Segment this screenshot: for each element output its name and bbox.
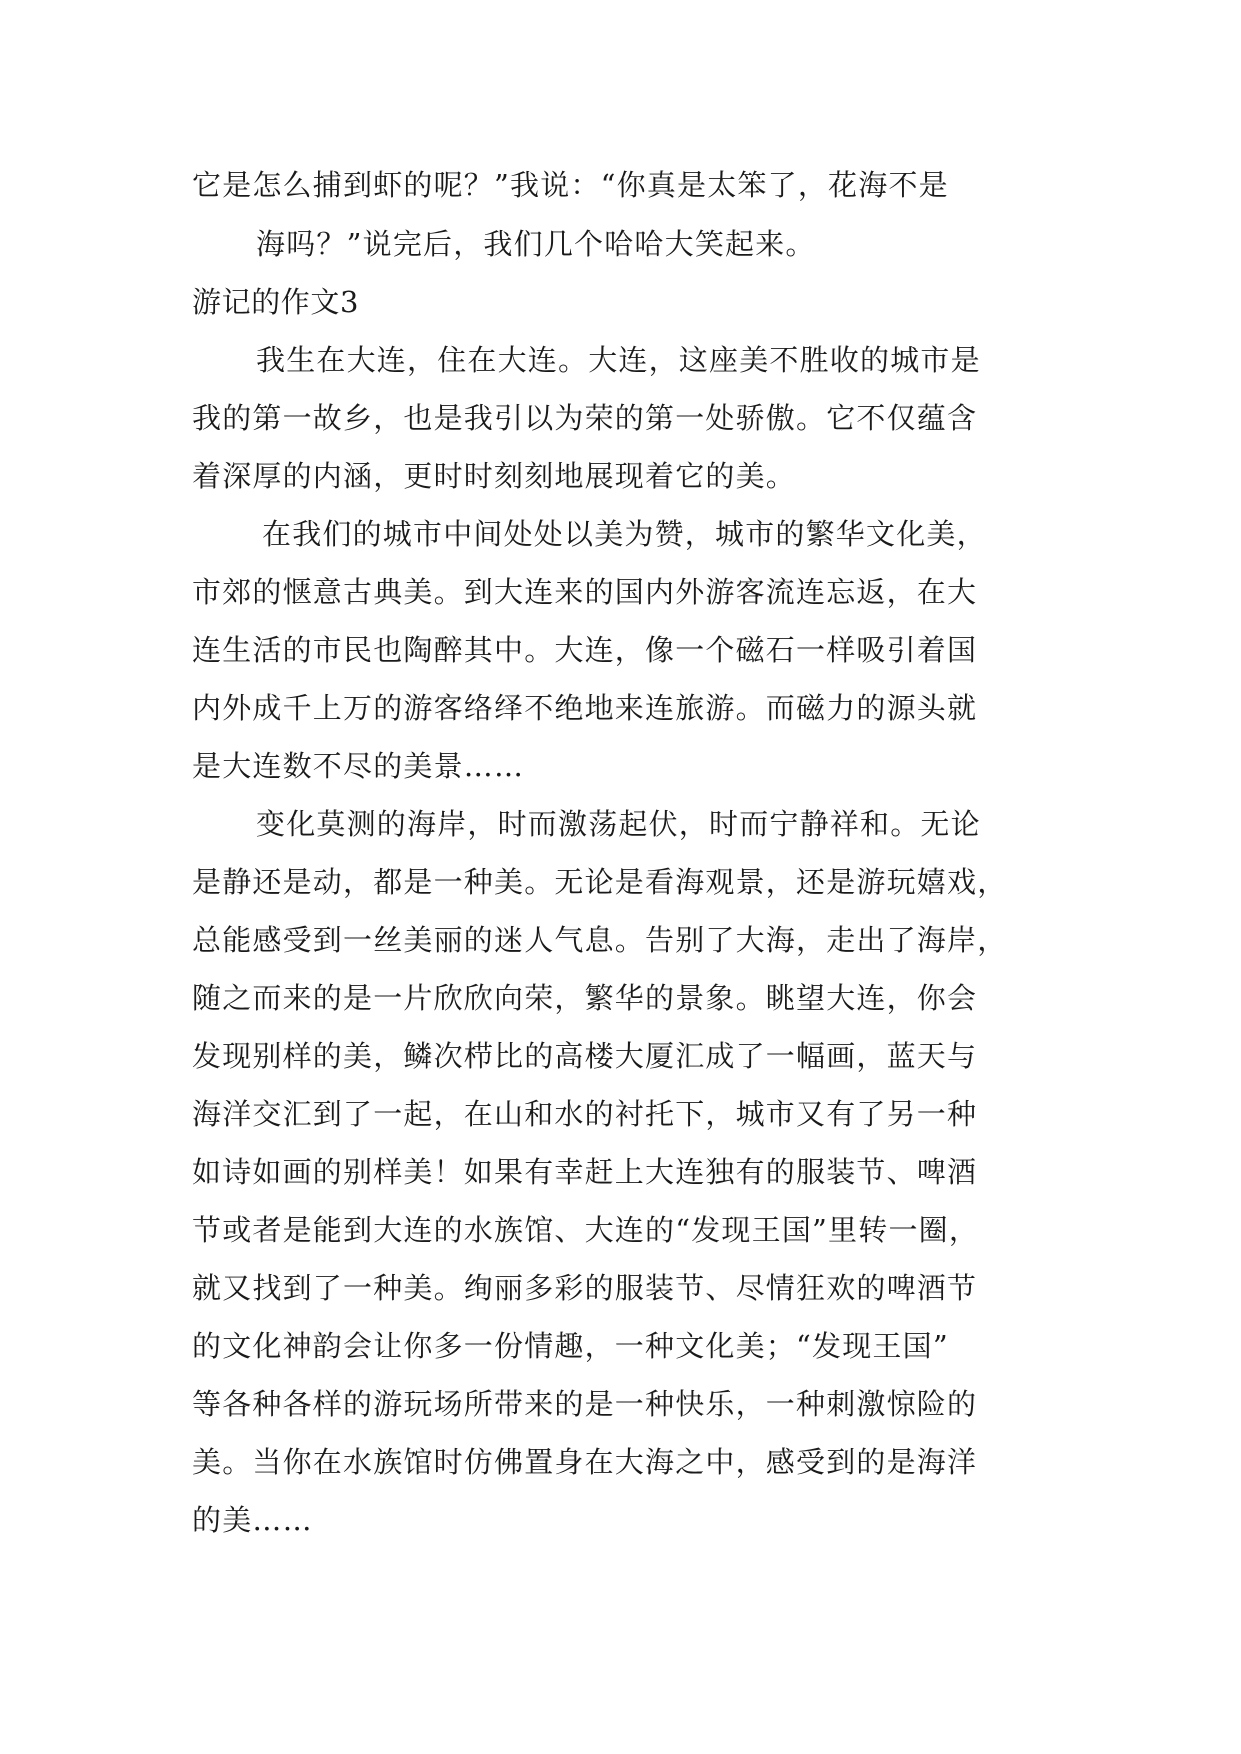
text-line: 海吗？”说完后，我们几个哈哈大笑起来。 — [256, 227, 816, 261]
text-line: 美。当你在水族馆时仿佛置身在大海之中，感受到的是海洋 — [192, 1445, 978, 1479]
text-line: 市郊的惬意古典美。到大连来的国内外游客流连忘返，在大 — [192, 575, 978, 609]
text-line: 着深厚的内涵，更时时刻刻地展现着它的美。 — [192, 459, 797, 493]
text-line: 是静还是动，都是一种美。无论是看海观景，还是游玩嬉戏， — [192, 865, 1008, 899]
text-line: 随之而来的是一片欣欣向荣，繁华的景象。眺望大连，你会 — [192, 981, 978, 1015]
text-line: 节或者是能到大连的水族馆、大连的“发现王国”里转一圈， — [192, 1213, 980, 1247]
text-line: 如诗如画的别样美！如果有幸赶上大连独有的服装节、啤酒 — [192, 1155, 978, 1189]
text-line: 海洋交汇到了一起，在山和水的衬托下，城市又有了另一种 — [192, 1097, 978, 1131]
text-line: 变化莫测的海岸，时而激荡起伏，时而宁静祥和。无论 — [256, 807, 981, 841]
text-line: 内外成千上万的游客络绎不绝地来连旅游。而磁力的源头就 — [192, 691, 978, 725]
text-line: 我的第一故乡，也是我引以为荣的第一处骄傲。它不仅蕴含 — [192, 401, 978, 435]
text-line: 在我们的城市中间处处以美为赞，城市的繁华文化美， — [262, 517, 987, 551]
text-line: 的美…… — [192, 1503, 313, 1537]
text-line: 发现别样的美，鳞次栉比的高楼大厦汇成了一幅画，蓝天与 — [192, 1039, 978, 1073]
section-heading: 游记的作文3 — [192, 285, 360, 319]
text-line: 我生在大连，住在大连。大连，这座美不胜收的城市是 — [256, 343, 981, 377]
text-line: 它是怎么捕到虾的呢？”我说：“你真是太笨了，花海不是 — [192, 168, 949, 202]
text-line: 连生活的市民也陶醉其中。大连，像一个磁石一样吸引着国 — [192, 633, 978, 667]
text-line: 等各种各样的游玩场所带来的是一种快乐，一种刺激惊险的 — [192, 1387, 978, 1421]
text-line: 总能感受到一丝美丽的迷人气息。告别了大海，走出了海岸， — [192, 923, 1008, 957]
text-line: 就又找到了一种美。绚丽多彩的服装节、尽情狂欢的啤酒节 — [192, 1271, 978, 1305]
text-line: 的文化神韵会让你多一份情趣，一种文化美；“发现王国” — [192, 1329, 949, 1363]
text-line: 是大连数不尽的美景…… — [192, 749, 525, 783]
